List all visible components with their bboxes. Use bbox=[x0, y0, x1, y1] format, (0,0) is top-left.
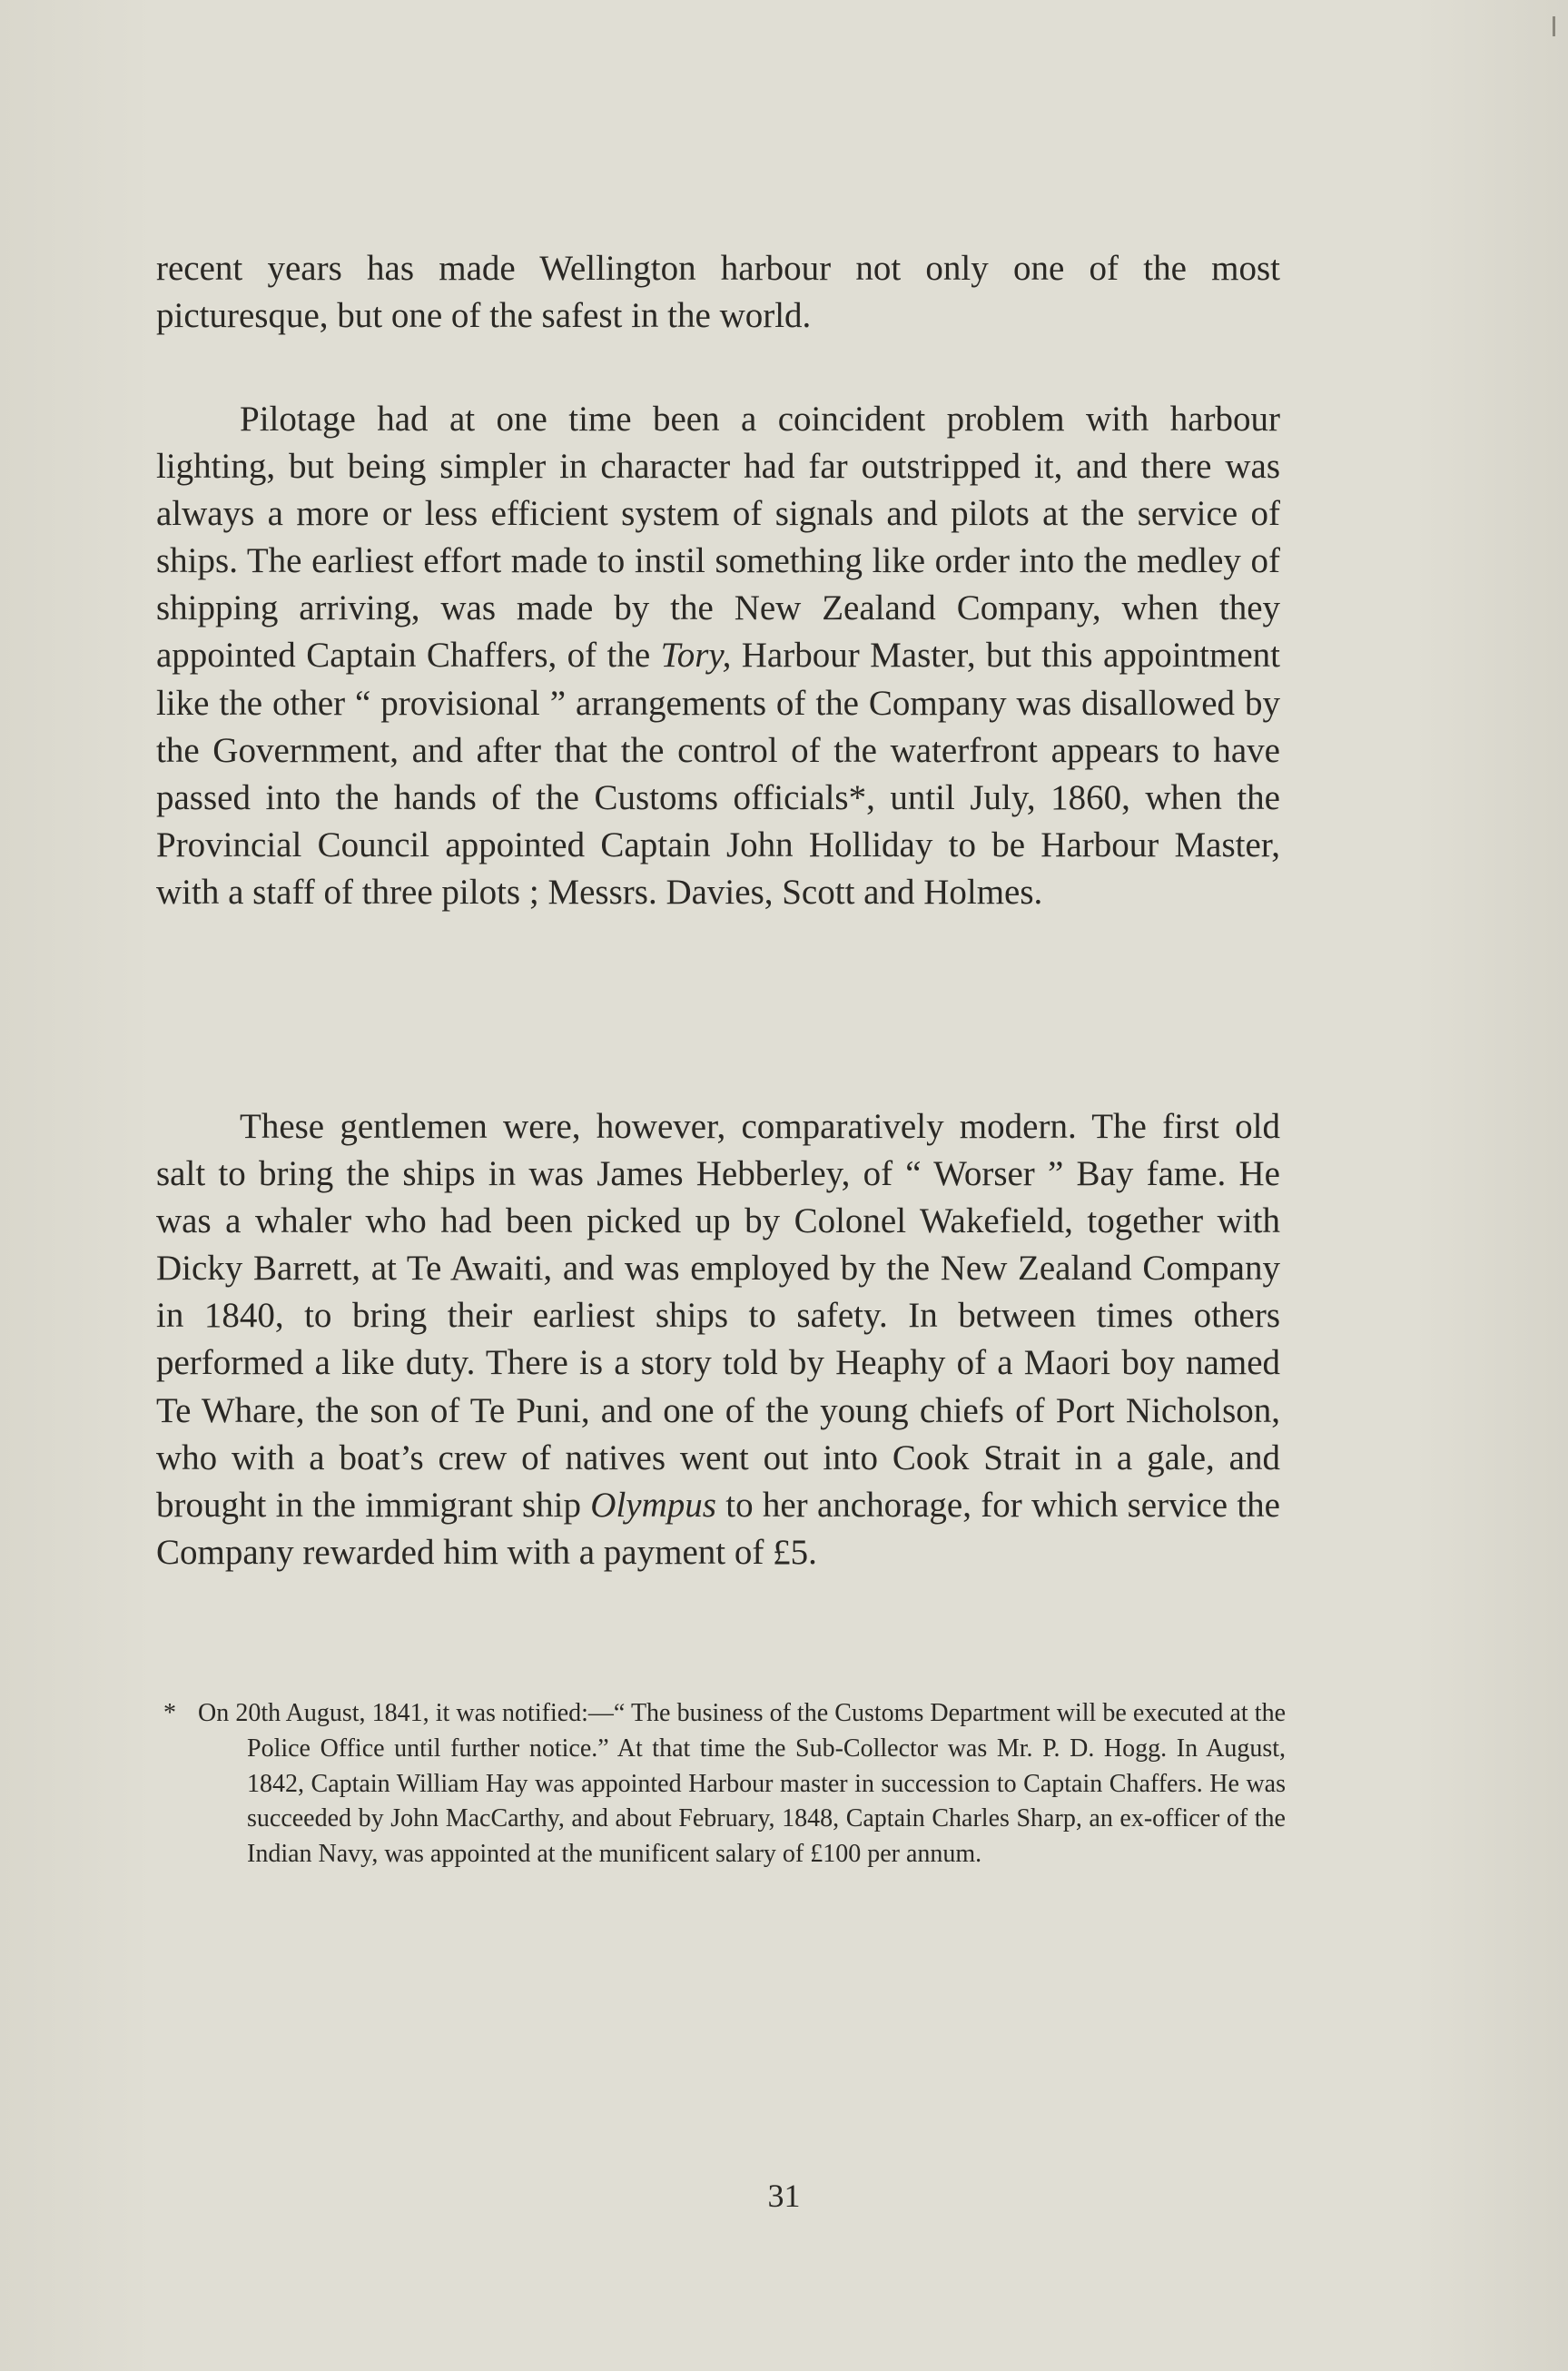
paragraph-2 bbox=[156, 396, 1280, 916]
footnote-text: On 20th August, 1841, it was notified:—“ The business of the Customs Department will be executed at the Police Office until further notice.” At that time the Sub-Collector was Mr. P. D. Hogg. In August, 1842, Captain William Hay was appointed Harbour master in succession to Captain Chaffers. He was succeeded by John MacCarthy, and about February, 1848, Captain Charles Sharp, an ex-officer of the Indian Navy, was appointed at the munificent salary of £100 per annum. bbox=[198, 1699, 1286, 1869]
paragraph-2-text bbox=[156, 396, 1280, 916]
paragraph-1 bbox=[156, 245, 1280, 340]
page-edge-mark bbox=[1553, 16, 1555, 36]
page-number: 31 bbox=[767, 2178, 801, 2214]
footnote-marker: * bbox=[163, 1699, 176, 1727]
paragraph-1-text: recent years has made Wellington harbour not only one of the most picturesque, but one of the safest in the world. bbox=[156, 249, 1280, 336]
paragraph-3-part-2: to her anchorage, for which service the Company rewarded him with a payment of £5. bbox=[156, 1485, 1280, 1572]
paragraph-3 bbox=[156, 1103, 1280, 1576]
footnote bbox=[163, 1696, 1286, 1872]
paragraph-2-part-1: Pilotage had at one time been a coincident problem with harbour lighting, but being simpler in character had far outstripped it, and there was always a more or less efficient system of signals and pilots at the service of ships. The earliest effort made to instil something like order into the medley of shipping arriving, was made by the New Zealand Company, when they appointed Captain Chaffers, of the bbox=[156, 400, 1280, 676]
paragraph-3-text bbox=[156, 1103, 1280, 1576]
ship-name-tory: Tory, bbox=[660, 636, 732, 676]
paragraph-2-part-2: Harbour Master, but this appointment like the other “ provisional ” arrangements of the Company was disallowed by the Government, and after that the control of the waterfront appears to have passed into the hands of the Customs officials*, until July, 1860, when the Provincial Council appointed Captain John Holliday to be Harbour Master, with a staff of three pilots ; Messrs. Davies, Scott and Holmes. bbox=[156, 636, 1280, 912]
paragraph-3-part-1: These gentlemen were, however, comparatively modern. The first old salt to bring the ships in was James Hebberley, of “ Worser ” Bay fame. He was a whaler who had been picked up by Colonel Wakefield, together with Dicky Barrett, at Te Awaiti, and was employed by the New Zealand Company in 1840, to bring their earliest ships to safety. In between times others performed a like duty. There is a story told by Heaphy of a Maori boy named Te Whare, the son of Te Puni, and one of the young chiefs of Port Nicholson, who with a boat’s crew of natives went out into Cook Strait in a gale, and brought in the immigrant ship bbox=[156, 1107, 1280, 1525]
ship-name-olympus: Olympus bbox=[590, 1485, 716, 1525]
